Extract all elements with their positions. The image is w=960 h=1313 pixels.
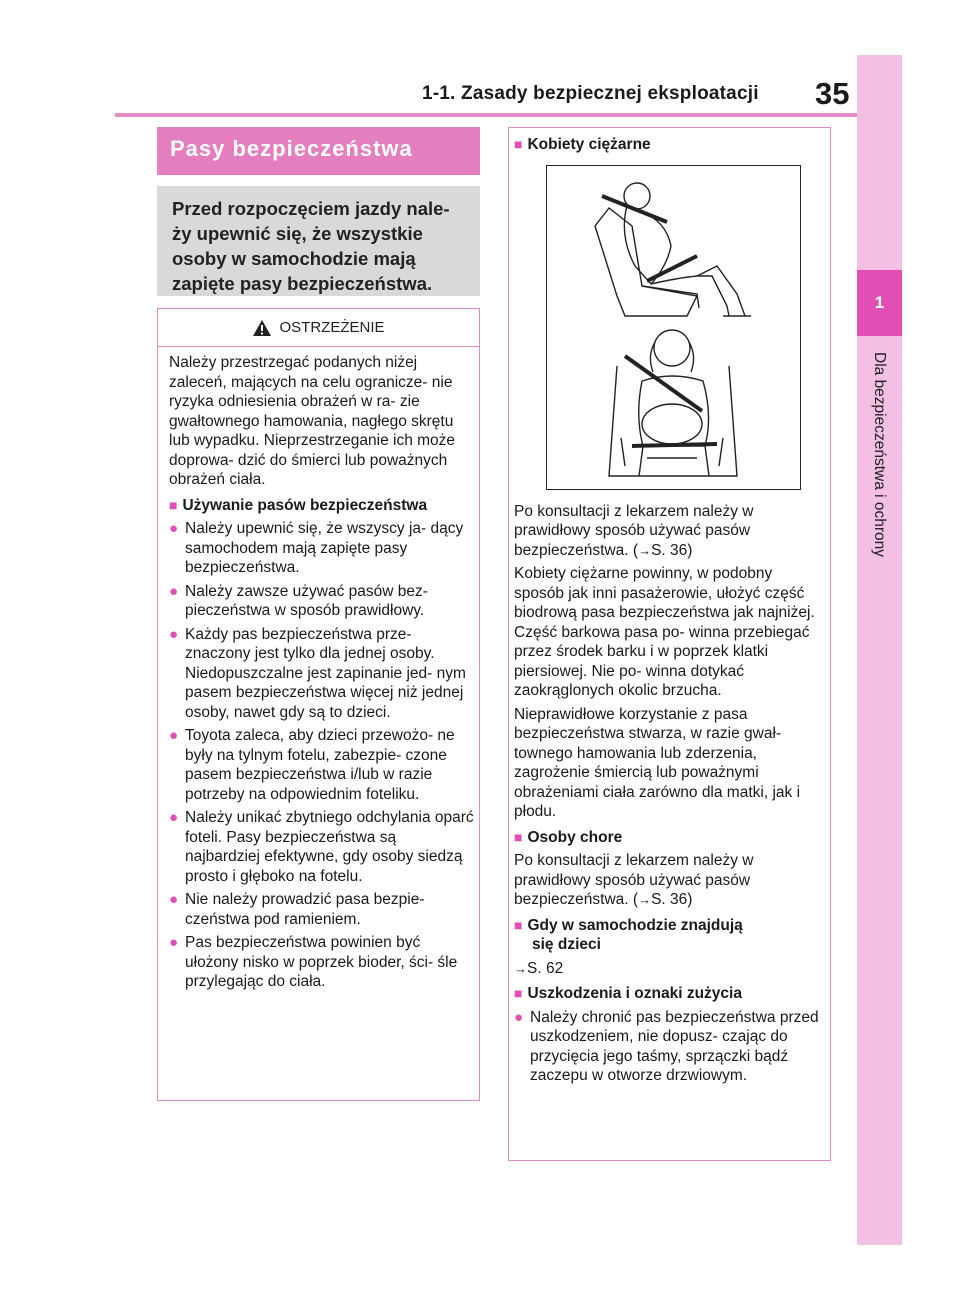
intro-summary: Przed rozpoczęciem jazdy nale- ży upewnić się, że wszystkie osoby w samochodzie mają zapięte pasy bezpieczeństwa.	[157, 186, 480, 296]
warning-paragraph: Należy przestrzegać podanych niżej zaleceń, mających na celu ogranicze- nie ryzyka odniesienia obrażeń w ra- zie gwałtownego hamowania, nagłego skrętu lub wypadku. Nieprzestrzeganie ich może doprowa- dzić do śmierci lub poważnych obrażeń ciała.	[169, 354, 456, 488]
list-item	[169, 582, 475, 621]
list-item-text: Należy zawsze używać pasów bez- pieczeństwa w sposób prawidłowy.	[185, 582, 428, 619]
children-heading	[514, 916, 824, 936]
square-bullet-icon: ■	[514, 985, 523, 1001]
list-item	[169, 890, 475, 929]
square-bullet-icon: ■	[514, 916, 523, 933]
circle-bullet-icon: ●	[169, 625, 179, 643]
arrow-icon: →	[514, 960, 527, 976]
heading-text: Kobiety ciężarne	[527, 136, 651, 153]
list-item	[169, 625, 475, 723]
heading-text: Osoby chore	[527, 828, 623, 846]
heading-text: Gdy w samochodzie znajdują	[527, 916, 743, 934]
list-item	[169, 519, 475, 578]
circle-bullet-icon: ●	[169, 520, 179, 537]
right-column-box	[508, 127, 831, 1161]
square-bullet-icon: ■	[514, 828, 523, 845]
square-bullet-icon: ■	[514, 136, 523, 152]
children-heading-line-2: się dzieci	[532, 936, 601, 953]
circle-bullet-icon: ●	[169, 582, 179, 600]
pregnant-seatbelt-illustration	[546, 165, 801, 490]
heading-text: Uszkodzenia i oznaki zużycia	[527, 985, 742, 1002]
pregnant-paragraph-2: Kobiety ciężarne powinny, w podobny sposób jak inni pasażerowie, ułożyć część biodrową pasa bezpieczeństwa jak najniżej. Część barkowa pasa po- winna przebiegać przez środek barku i w poprzek klatki piersiowej. Nie po- winna dotykać zaokrąglonych okolic brzucha.	[514, 565, 815, 699]
list-item-text: Nie należy prowadzić pasa bezpie- czeństwa pod ramieniem.	[185, 891, 425, 928]
warning-subheading	[169, 496, 475, 516]
circle-bullet-icon: ●	[169, 809, 179, 826]
ill-heading	[514, 828, 824, 848]
arrow-icon: →	[638, 542, 652, 558]
square-bullet-icon: ■	[169, 496, 178, 513]
chapter-number-tab: 1	[857, 270, 902, 336]
circle-bullet-icon: ●	[169, 934, 179, 951]
ill-paragraph: Po konsultacji z lekarzem należy w prawidłowy sposób używać pasów bezpieczeństwa. (→S. 36)	[514, 852, 754, 908]
list-item-text: Należy upewnić się, że wszyscy ja- dący samochodem mają zapięte pasy bezpieczeństwa.	[185, 520, 464, 576]
warning-title: OSTRZEŻENIE	[279, 319, 385, 336]
section-title: Pasy bezpieczeństwa	[157, 127, 480, 175]
damage-heading	[514, 984, 824, 1004]
page-number: 35	[815, 76, 850, 111]
list-item	[169, 726, 475, 804]
arrow-icon: →	[638, 892, 652, 907]
section-header: 1-1. Zasady bezpiecznej eksploatacji	[422, 83, 759, 104]
warning-triangle-icon	[252, 319, 272, 337]
list-item-text: Każdy pas bezpieczeństwa prze- znaczony jest tylko dla jednej osoby. Niedopuszczalne jest zapinanie jed- nym pasem bezpieczeństwa więcej niż jednej osoby, nawet gdy są to dzieci.	[185, 625, 466, 721]
list-item-text: Należy chronić pas bezpieczeństwa przed uszkodzeniem, nie dopusz- czając do przycięcia jego taśmy, sprzączki bądź zaczepu w otworze drzwiowym.	[530, 1008, 819, 1084]
list-item-text: Toyota zaleca, aby dzieci przewożo- ne były na tylnym fotelu, zabezpie- czone pasem bezpieczeństwa i/lub w razie potrzeby na odpowiednim foteliku.	[185, 727, 455, 803]
side-tab-strip	[857, 55, 902, 1245]
list-item-text: Należy unikać zbytniego odchylania oparć foteli. Pasy bezpieczeństwa są najbardziej efektywne, gdy osoby siedzą prosto i głęboko na fotelu.	[185, 809, 474, 885]
children-reference: →S. 62	[514, 959, 564, 977]
subheading-text: Używanie pasów bezpieczeństwa	[182, 496, 428, 514]
list-item-text: Pas bezpieczeństwa powinien być ułożony nisko w poprzek bioder, ści- śle przylegając do ciała.	[185, 934, 458, 990]
warning-box	[157, 308, 480, 1101]
chapter-label: Dla bezpieczeństwa i ochrony	[871, 352, 888, 558]
circle-bullet-icon: ●	[514, 1008, 524, 1026]
circle-bullet-icon: ●	[169, 891, 179, 908]
list-item	[169, 808, 475, 886]
seatbelt-illustration-icon	[547, 166, 799, 488]
pregnant-heading	[514, 135, 824, 155]
circle-bullet-icon: ●	[169, 727, 179, 744]
pregnant-paragraph-3: Nieprawidłowe korzystanie z pasa bezpieczeństwa stwarza, w razie gwał- townego hamowania lub zderzenia, zagrożenie śmiercią lub poważnymi obrażeniami ciała zarówno dla matki, jak i płodu.	[514, 705, 801, 820]
list-item	[169, 933, 475, 992]
pregnant-paragraph-1: Po konsultacji z lekarzem należy w prawidłowy sposób używać pasów bezpieczeństwa. (→S. 36)	[514, 502, 754, 559]
header-rule	[115, 113, 858, 117]
list-item	[514, 1008, 824, 1086]
warning-header	[158, 309, 479, 347]
